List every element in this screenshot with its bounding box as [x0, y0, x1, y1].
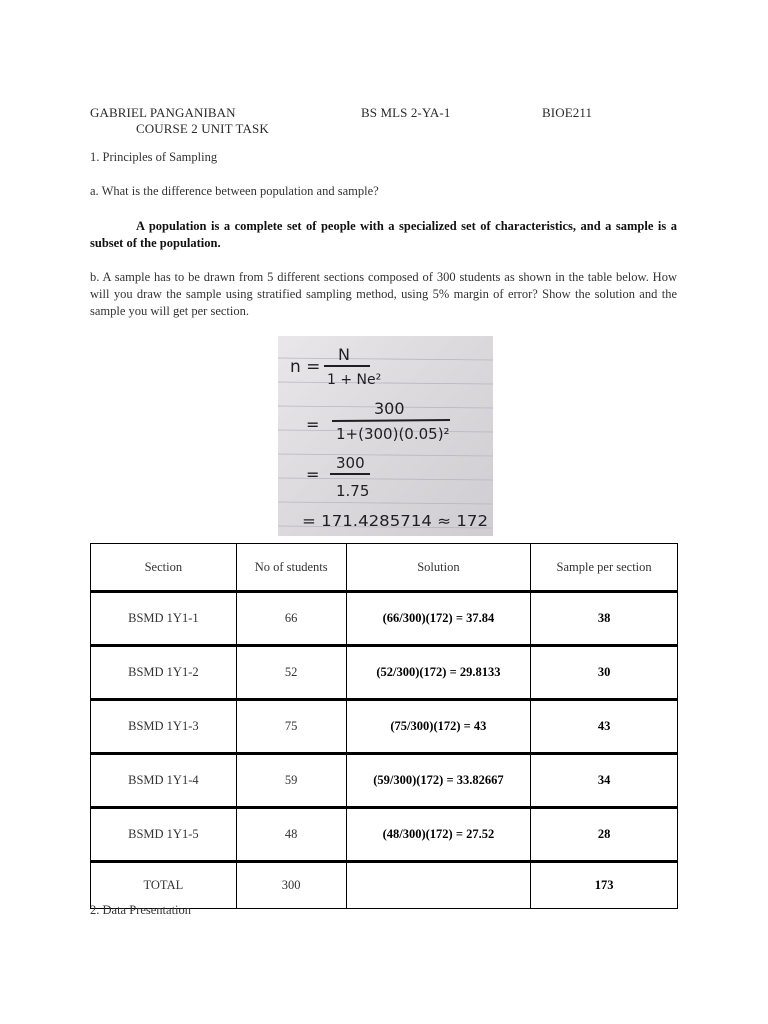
cell-sample: 30 [531, 646, 678, 700]
hw-f1-den: 1 + Ne² [327, 372, 382, 388]
cell-total-students: 300 [236, 862, 346, 909]
cell-solution: (59/300)(172) = 33.82667 [346, 754, 531, 808]
hw-f1-num: N [338, 345, 350, 364]
header-section: Section [91, 544, 237, 592]
cell-sample: 28 [531, 808, 678, 862]
hw-f3-den: 1.75 [336, 482, 370, 500]
cell-students: 48 [236, 808, 346, 862]
hw-f2-num: 300 [374, 399, 405, 418]
hw-eq-2: = [306, 465, 320, 484]
cell-section: BSMD 1Y1-5 [91, 808, 237, 862]
cell-students: 52 [236, 646, 346, 700]
cell-solution: (75/300)(172) = 43 [346, 700, 531, 754]
cell-students: 75 [236, 700, 346, 754]
cell-total-label: TOTAL [91, 862, 237, 909]
header-sample-per-section: Sample per section [531, 544, 678, 592]
header-solution: Solution [346, 544, 531, 592]
cell-sample: 43 [531, 700, 678, 754]
table-row [91, 808, 678, 862]
student-name: GABRIEL PANGANIBAN [90, 105, 236, 120]
hw-f2-den: 1+(300)(0.05)² [336, 425, 450, 443]
cell-section: BSMD 1Y1-3 [91, 700, 237, 754]
cell-solution: (52/300)(172) = 29.8133 [346, 646, 531, 700]
hw-fraction-bar [332, 420, 450, 421]
hw-f3-num: 300 [336, 454, 365, 472]
cell-solution: (66/300)(172) = 37.84 [346, 592, 531, 646]
cell-sample: 38 [531, 592, 678, 646]
cell-solution: (48/300)(172) = 27.52 [346, 808, 531, 862]
table-row [91, 592, 678, 646]
question-b: b. A sample has to be drawn from 5 different sections composed of 300 students as shown in the table below. How will you draw the sample using stratified sampling method, using 5% margin of error? Show the solution and the sample you will get per section. [90, 270, 677, 318]
question-a: a. What is the difference between population and sample? [90, 184, 379, 198]
cell-section: BSMD 1Y1-2 [91, 646, 237, 700]
student-section: BS MLS 2-YA-1 [361, 105, 451, 120]
cell-section: BSMD 1Y1-1 [91, 592, 237, 646]
cell-students: 66 [236, 592, 346, 646]
hw-result: = 171.4285714 ≈ 172 [302, 512, 488, 530]
task-title: COURSE 2 UNIT TASK [136, 121, 269, 136]
table-row [91, 754, 678, 808]
cell-total-solution [346, 862, 531, 909]
course-code: BIOE211 [542, 105, 593, 120]
answer-a: A population is a complete set of people with a specialized set of characteristics, and a sample is a subset of the population. [90, 219, 677, 250]
sampling-table [90, 543, 678, 909]
table-row [91, 700, 678, 754]
cell-section: BSMD 1Y1-4 [91, 754, 237, 808]
part2-heading: 2. Data Presentation [90, 903, 192, 917]
table-total-row [91, 862, 678, 909]
header-no-of-students: No of students [236, 544, 346, 592]
part1-heading: 1. Principles of Sampling [90, 150, 218, 164]
cell-total-sample: 173 [531, 862, 678, 909]
table-row [91, 646, 678, 700]
handwritten-solution-image [278, 336, 493, 536]
cell-sample: 34 [531, 754, 678, 808]
cell-students: 59 [236, 754, 346, 808]
hw-n-lhs: n = [290, 357, 321, 377]
hw-eq-1: = [306, 415, 320, 434]
table-header-row [91, 544, 678, 592]
